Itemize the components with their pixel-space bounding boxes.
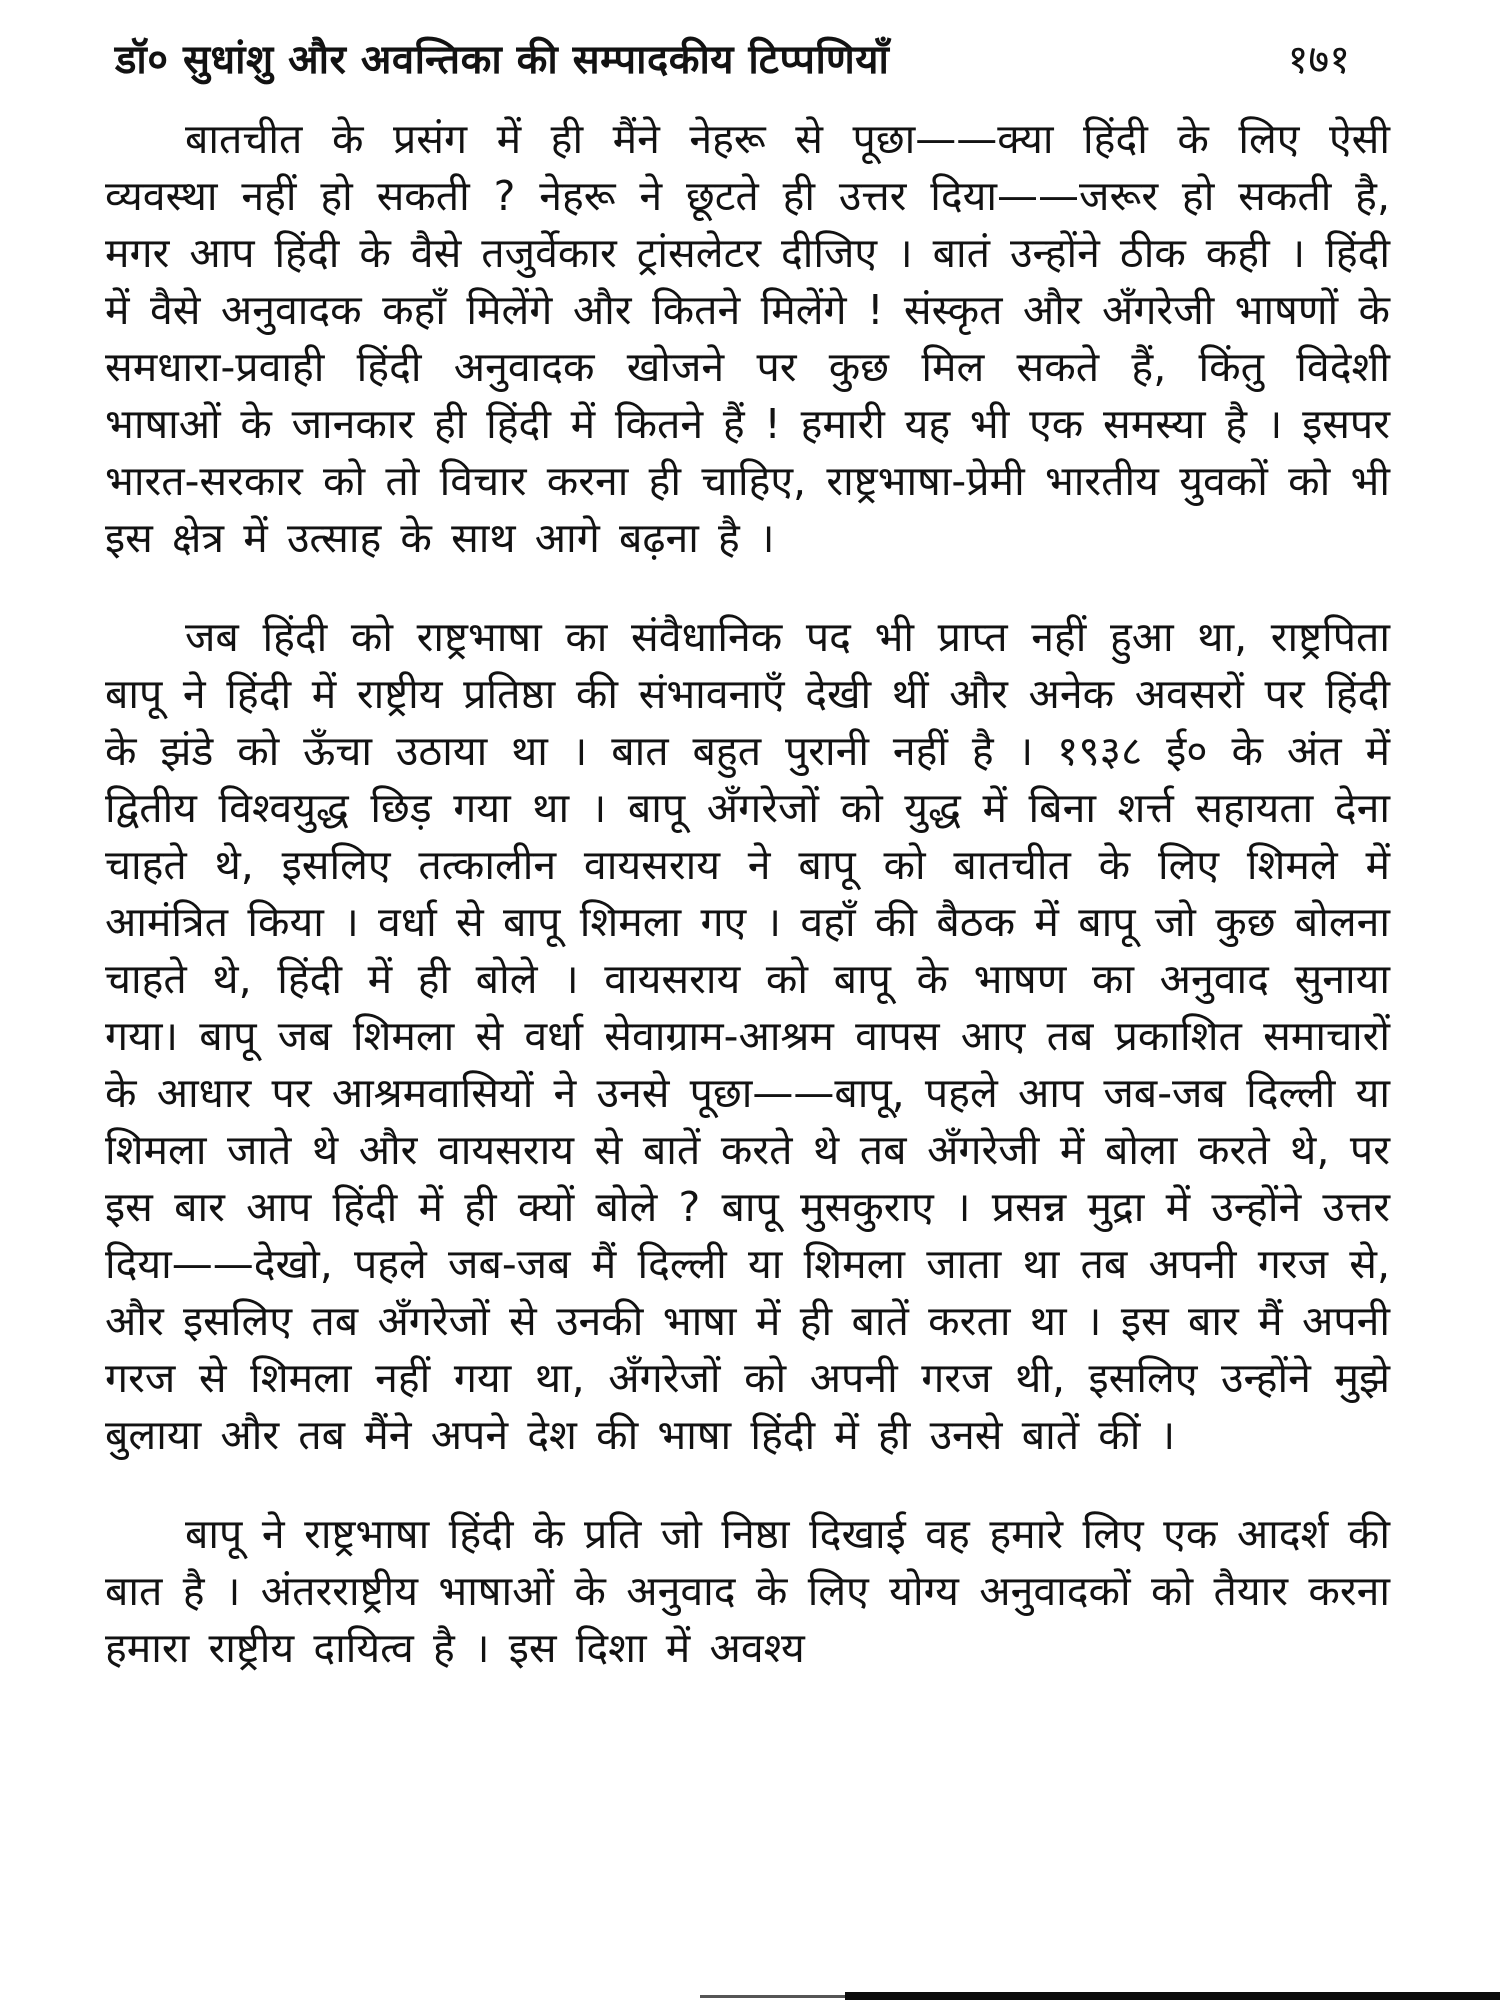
page-header: [115, 30, 1390, 85]
paragraph-3: बापू ने राष्ट्रभाषा हिंदी के प्रति जो निष्ठा दिखाई वह हमारे लिए एक आदर्श की बात है । अंतरराष्ट्रीय भाषाओं के अनुवाद के लिए योग्य अनुवादकों को तैयार करना हमारा राष्ट्रीय दायित्व है । इस दिशा में अवश्य: [105, 1510, 1390, 1672]
page-number: १७१: [1287, 37, 1350, 83]
scan-artifact-line-faint: [700, 1995, 850, 1998]
running-header-title: डॉ० सुधांशु और अवन्तिका की सम्पादकीय टिप्पणियाँ: [115, 37, 890, 83]
paragraph-2: जब हिंदी को राष्ट्रभाषा का संवैधानिक पद भी प्राप्त नहीं हुआ था, राष्ट्रपिता बापू ने हिंदी में राष्ट्रीय प्रतिष्ठा की संभावनाएँ देखी थीं और अनेक अवसरों पर हिंदी के झंडे को ऊँचा उठाया था । बात बहुत पुरानी नहीं है । १९३८ ई० के अंत में द्वितीय विश्वयुद्ध छिड़ गया था । बापू अँगरेजों को युद्ध में बिना शर्त्त सहायता देना चाहते थे, इसलिए तत्कालीन वायसराय ने बापू को बातचीत के लिए शिमले में आमंत्रित किया । वर्धा से बापू शिमला गए । वहाँ की बैठक में बापू जो कुछ बोलना चाहते थे, हिंदी में ही बोले । वायसराय को बापू के भाषण का अनुवाद सुनाया गया। बापू जब शिमला से वर्धा सेवाग्राम-आश्रम वापस आए तब प्रकाशित समाचारों के आधार पर आश्रमवासियों ने उनसे पूछा——बापू, पहले आप जब-जब दिल्ली या शिमला जाते थे और वायसराय से बातें करते थे तब अँगरेजी में बोला करते थे, पर इस बार आप हिंदी में ही क्यों बोले ? बापू मुसकुराए । प्रसन्न मुद्रा में उन्होंने उत्तर दिया——देखो, पहले जब-जब मैं दिल्ली या शिमला जाता था तब अपनी गरज से, और इसलिए तब अँगरेजों से उनकी भाषा में ही बातें करता था । इस बार मैं अपनी गरज से शिमला नहीं गया था, अँगरेजों को अपनी गरज थी, इसलिए उन्होंने मुझे बुलाया और तब मैंने अपने देश की भाषा हिंदी में ही उनसे बातें कीं ।: [105, 613, 1390, 1459]
body-text: [105, 111, 1390, 1677]
paragraph-1: बातचीत के प्रसंग में ही मैंने नेहरू से पूछा——क्या हिंदी के लिए ऐसी व्यवस्था नहीं हो सकती ? नेहरू ने छूटते ही उत्तर दिया——जरूर हो सकती है, मगर आप हिंदी के वैसे तजुर्वेकार ट्रांसलेटर दीजिए । बातं उन्होंने ठीक कही । हिंदी में वैसे अनुवादक कहाँ मिलेंगे और कितने मिलेंगे ! संस्कृत और अँगरेजी भाषणों के समधारा-प्रवाही हिंदी अनुवादक खोजने पर कुछ मिल सकते हैं, किंतु विदेशी भाषाओं के जानकार ही हिंदी में कितने हैं ! हमारी यह भी एक समस्या है । इसपर भारत-सरकार को तो विचार करना ही चाहिए, राष्ट्रभाषा-प्रेमी भारतीय युवकों को भी इस क्षेत्र में उत्साह के साथ आगे बढ़ना है ।: [105, 115, 1390, 562]
scan-artifact-line: [845, 1992, 1500, 2000]
